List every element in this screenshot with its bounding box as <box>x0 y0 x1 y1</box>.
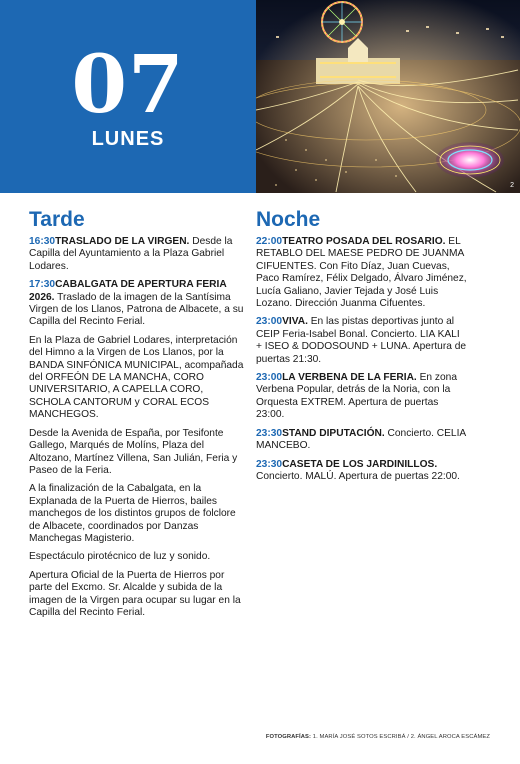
event-description: Traslado de la imagen de la Santísima Virgen de los Llanos, Patrona de Albacete, a su Capilla del Recinto Ferial. <box>29 291 244 328</box>
fair-photo-illustration <box>256 0 520 193</box>
fair-night-photo <box>256 0 520 193</box>
paragraph: Espectáculo pirotécnico de luz y sonido. <box>29 551 211 563</box>
event-name: TRASLADO DE LA VIRGEN. <box>55 236 190 247</box>
tarde-title: Tarde <box>29 208 85 231</box>
event-description: En zona Verbena Popular, detrás de la Noria, con la Orquesta EXTREM. Apertura de puertas 23:00. <box>256 372 457 421</box>
event-item <box>256 316 468 366</box>
event-name: STAND DIPUTACIÓN. <box>282 427 385 439</box>
credits-names: 1. MARÍA JOSÉ SOTOS ESCRIBÁ / 2. ÁNGEL AROCA ESCÁMEZ <box>311 734 490 740</box>
event-name: TEATRO POSADA DEL ROSARIO. <box>282 236 446 247</box>
day-name: LUNES <box>91 128 165 150</box>
photo-credits <box>230 733 490 741</box>
paragraph: Desde la Avenida de España, por Tesifonte Gallego, Marqués de Molíns, Plaza del Altozano, Martínez Villena, San Julián, Feria y Paseo de la Feria. <box>29 427 238 476</box>
event-time: 23:00 <box>256 372 283 384</box>
event-time: 23:30 <box>256 427 283 439</box>
page-header <box>0 0 520 193</box>
paragraph: En la Plaza de Gabriel Lodares, interpretación del Himno a la Virgen de Los Llanos, por la BANDA SINFÓNICA MUNICIPAL, acompañada del ORFEÓN DE LA MANCHA, CORO UNIVERSITARIO, A CAPELLA CORO, SCHOLA CANTORUM y CORAL ECOS MANCHEGOS. <box>29 334 244 421</box>
event-time: 22:00 <box>256 236 283 247</box>
event-time: 23:00 <box>256 316 283 328</box>
event-description: EL RETABLO DEL MAESE PEDRO DE JUANMA CIFUENTES. Con Fito Díaz, Juan Cuevas, Paco Ramírez, Félix Delgado, Álvaro Jiménez, Lucía Galiano, Javier Tejada y José Luis Lozano. Dirección Juanma Cifuentes. <box>256 236 467 310</box>
event-item <box>256 428 468 453</box>
event-time: 16:30 <box>29 236 56 247</box>
paragraph: Apertura Oficial de la Puerta de Hierros por parte del Excmo. Sr. Alcalde y subida de la imagen de la Virgen para ocupar su lugar en la Capilla del Recinto Ferial. <box>29 569 241 618</box>
event-item <box>256 236 468 310</box>
event-name: CASETA DE LOS JARDINILLOS. <box>282 458 438 470</box>
event-item <box>256 372 468 422</box>
event-item <box>29 279 247 329</box>
date-block <box>0 0 256 193</box>
noche-title: Noche <box>256 208 321 231</box>
event-description: Desde la Capilla del Ayuntamiento a la Plaza Gabriel Lodares. <box>29 236 233 272</box>
event-name: LA VERBENA DE LA FERIA. <box>282 372 417 384</box>
event-name: VIVA. <box>282 316 308 328</box>
event-item <box>29 236 247 273</box>
event-time: 17:30 <box>29 279 56 291</box>
tarde-column <box>29 207 247 625</box>
day-number: 07 <box>71 37 185 131</box>
event-item <box>256 459 468 484</box>
event-description: En las pistas deportivas junto al CEIP Feria-Isabel Bonal. Concierto. LIA KALI + ISEO & DODOSOUND + LUNA. Apertura de puertas 21:30. <box>256 316 467 365</box>
event-description: Concierto. CELIA MANCEBO. <box>256 427 466 452</box>
event-time: 23:30 <box>256 458 283 470</box>
event-description: Concierto. MALÚ. Apertura de puertas 22:00. <box>256 470 460 482</box>
credits-label: FOTOGRAFÍAS: <box>265 734 312 740</box>
ferris-wheel <box>322 2 362 42</box>
event-name: CABALGATA DE APERTURA FERIA 2026. <box>29 279 227 303</box>
photo-number: 2 <box>510 182 514 189</box>
carousel <box>436 142 504 178</box>
paragraph: A la finalización de la Cabalgata, en la Explanada de la Puerta de Hierros, bailes manchegos de los distintos grupos de folclore de Albacete, coordinados por Danzas Manchegas Magisterio. <box>29 483 236 544</box>
noche-column <box>256 207 468 489</box>
